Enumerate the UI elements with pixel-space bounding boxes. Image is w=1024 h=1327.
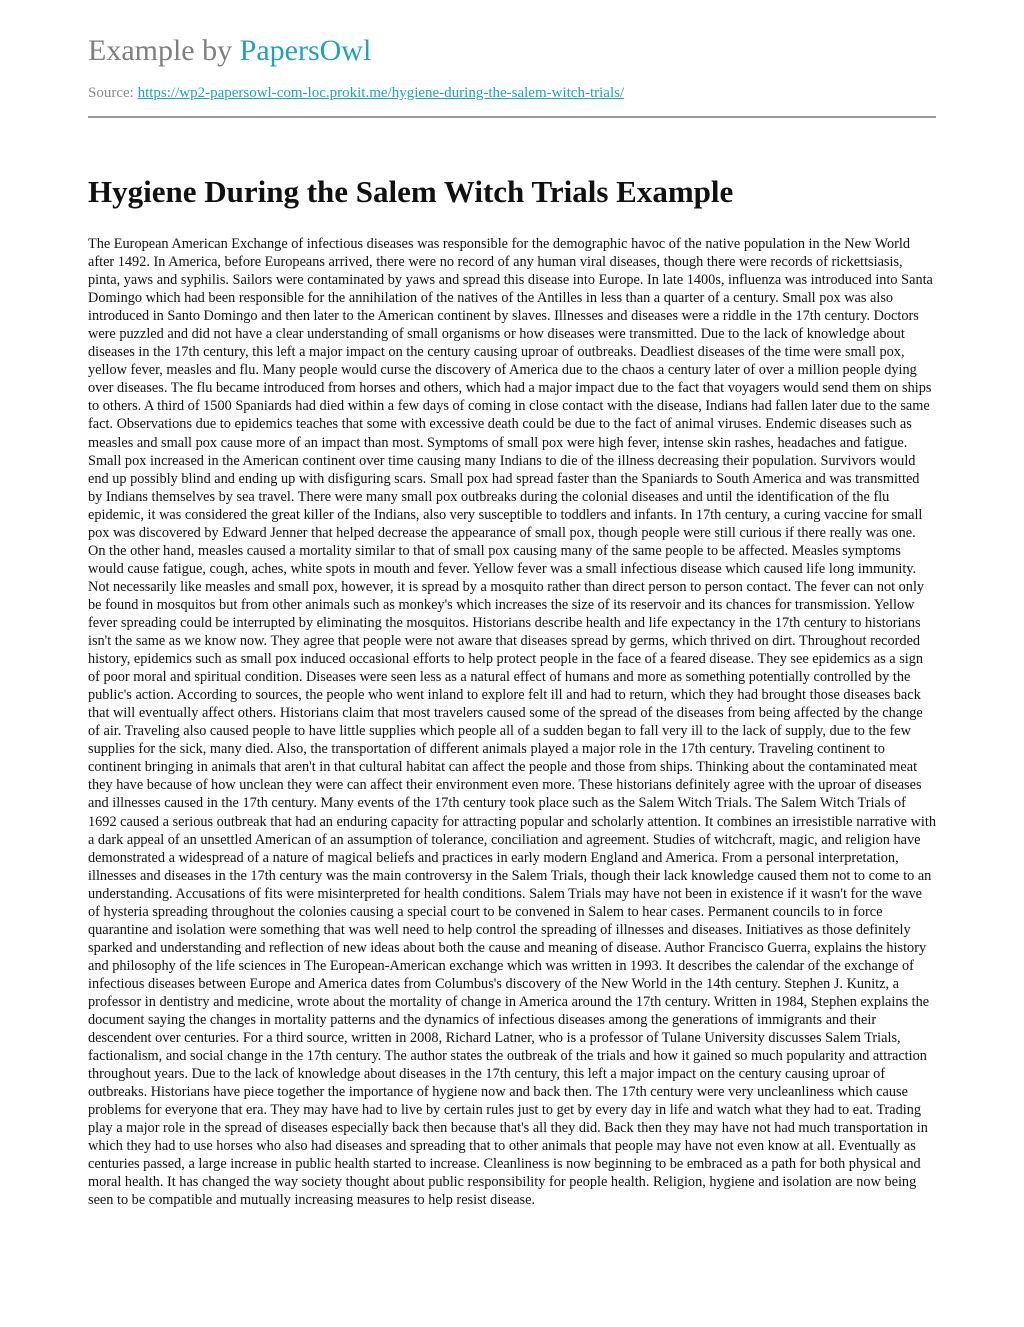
brand-prefix: Example by	[88, 34, 233, 67]
brand-header	[88, 33, 936, 69]
article-body: The European American Exchange of infectious diseases was responsible for the demographic havoc of the native population in the New World after 1492. In America, before Europeans arrived, there were no record of any human viral diseases, though there were records of rickettsiasis, pinta, yaws and syphilis. Sailors were contaminated by yaws and spread this disease into Europe. In late 1400s, influenza was introduced into Santa Domingo which had been responsible for the annihilation of the natives of the Antilles in less than a quarter of a century. Small pox was also introduced in Santo Domingo and then later to the American continent by slaves. Illnesses and diseases were a riddle in the 17th century. Doctors were puzzled and did not have a clear understanding of small organisms or how diseases were transmitted. Due to the lack of knowledge about diseases in the 17th century, this left a major impact on the century causing uproar of outbreaks. Deadliest diseases of the time were small pox, yellow fever, measles and flu. Many people would curse the discovery of America due to the chaos a century later of over a million people dying over diseases. The flu became introduced from horses and others, which had a major impact due to the fact that voyagers would send them on ships to others. A third of 1500 Spaniards had died within a few days of coming in close contact with the disease, Indians had fallen later due to the same fact. Observations due to epidemics teaches that some with excessive death could be due to the fact of animal viruses. Endemic diseases such as measles and small pox cause more of an impact than most. Symptoms of small pox were high fever, intense skin rashes, headaches and fatigue. Small pox increased in the American continent over time causing many Indians to die of the illness decreasing their population. Survivors would end up possibly blind and ending up with disfiguring scars. Small pox had spread faster than the Spaniards to South America and was transmitted by Indians themselves by sea travel. There were many small pox outbreaks during the colonial diseases and until the identification of the flu epidemic, it was considered the great killer of the Indians, also very susceptible to toddlers and infants. In 17th century, a curing vaccine for small pox was discovered by Edward Jenner that helped decrease the appearance of small pox, though people were still curious if there really was one. On the other hand, measles caused a mortality similar to that of small pox causing many of the same people to be affected. Measles symptoms would cause fatigue, cough, aches, white spots in mouth and fever. Yellow fever was a small infectious disease which caused life long immunity. Not necessarily like measles and small pox, however, it is spread by a mosquito rather than direct person to person contact. The fever can not only be found in mosquitos but from other animals such as monkey's which increases the size of its reservoir and its chances for transmission. Yellow fever spreading could be interrupted by eliminating the mosquitos. Historians describe health and life expectancy in the 17th century to historians isn't the same as we know now. They agree that people were not aware that diseases spread by germs, which thrived on dirt. Throughout recorded history, epidemics such as small pox induced occasional efforts to help protect people in the face of a feared disease. They see epidemics as a sign of poor moral and spiritual condition. Diseases were seen less as a natural effect of humans and more as something potentially controlled by the public's action. According to sources, the people who went inland to explore felt ill and had to return, which they had brought those diseases back that will eventually affect others. Historians claim that most travelers caused some of the spread of the diseases from being affected by the change of air. Traveling also caused people to have little supplies which people all of a sudden began to fall very ill to the lack of supply, due to the few supplies for the sick, many died. Also, the transportation of different animals played a major role in the 17th century. Traveling continent to continent bringing in animals that aren't in that cultural habitat can affect the people and those from ships. Thinking about the contaminated meat they have because of how unclean they were can affect their environment even more. These historians definitely agree with the uproar of diseases and illnesses caused in the 17th century. Many events of the 17th century took place such as the Salem Witch Trials. The Salem Witch Trials of 1692 caused a serious outbreak that had an enduring capacity for attracting popular and scholarly attention. It combines an irresistible narrative with a dark appeal of an unsettled American of an assumption of tolerance, conciliation and agreement. Studies of witchcraft, magic, and religion have demonstrated a widespread of a nature of magical beliefs and practices in early modern England and America. From a personal interpretation, illnesses and diseases in the 17th century was the main controversy in the Salem Trials, though their lack knowledge caused them not to come to an understanding. Accusations of fits were misinterpreted for health conditions. Salem Trials may have not been in existence if it wasn't for the wave of hysteria spreading throughout the colonies causing a special court to be convened in Salem to hear cases. Permanent councils to in force quarantine and isolation were something that was well need to help control the spreading of illnesses and diseases. Initiatives as those definitely sparked and understanding and reflection of new ideas about both the cause and meaning of disease. Author Francisco Guerra, explains the history and philosophy of the life sciences in The European-American exchange which was written in 1993. It describes the calendar of the exchange of infectious diseases between Europe and America dates from Columbus's discovery of the New World in the 14th century. Stephen J. Kunitz, a professor in dentistry and medicine, wrote about the mortality of change in America around the 17th century. Written in 1984, Stephen explains the document saying the changes in mortality patterns and the dynamics of infectious diseases among the generations of immigrants and their descendent over centuries. For a third source, written in 2008, Richard Latner, who is a professor of Tulane University discusses Salem Trials, factionalism, and social change in the 17th century. The author states the outbreak of the trials and how it gained so much popularity and attraction throughout years. Due to the lack of knowledge about diseases in the 17th century, this left a major impact on the century causing uproar of outbreaks. Historians have piece together the importance of hygiene now and back then. The 17th century were very uncleanliness which cause problems for everyone that era. They may have had to live by certain rules just to get by every day in life and watch what they had to eat. Trading play a major role in the spread of diseases especially back then because that's all they did. Back then they may have not had much transportation in which they had to use horses who also had diseases and spreading that to other animals that people may have not even know at all. Eventually as centuries passed, a large increase in public health started to increase. Cleanliness is now beginning to be embraced as a path for both physical and moral health. It has changed the way society thought about public responsibility for people health. Religion, hygiene and isolation are now being seen to be compatible and mutually increasing measures to help resist disease.	[88, 236, 936, 1209]
document-page	[88, 0, 936, 1210]
article-title: Hygiene During the Salem Witch Trials Example	[88, 174, 734, 209]
brand-name: PapersOwl	[239, 34, 372, 67]
source-line	[88, 84, 936, 102]
header-divider	[88, 116, 936, 118]
source-label: Source:	[88, 85, 134, 101]
source-link[interactable]: https://wp2-papersowl-com-loc.prokit.me/hygiene-during-the-salem-witch-trials/	[137, 85, 625, 101]
